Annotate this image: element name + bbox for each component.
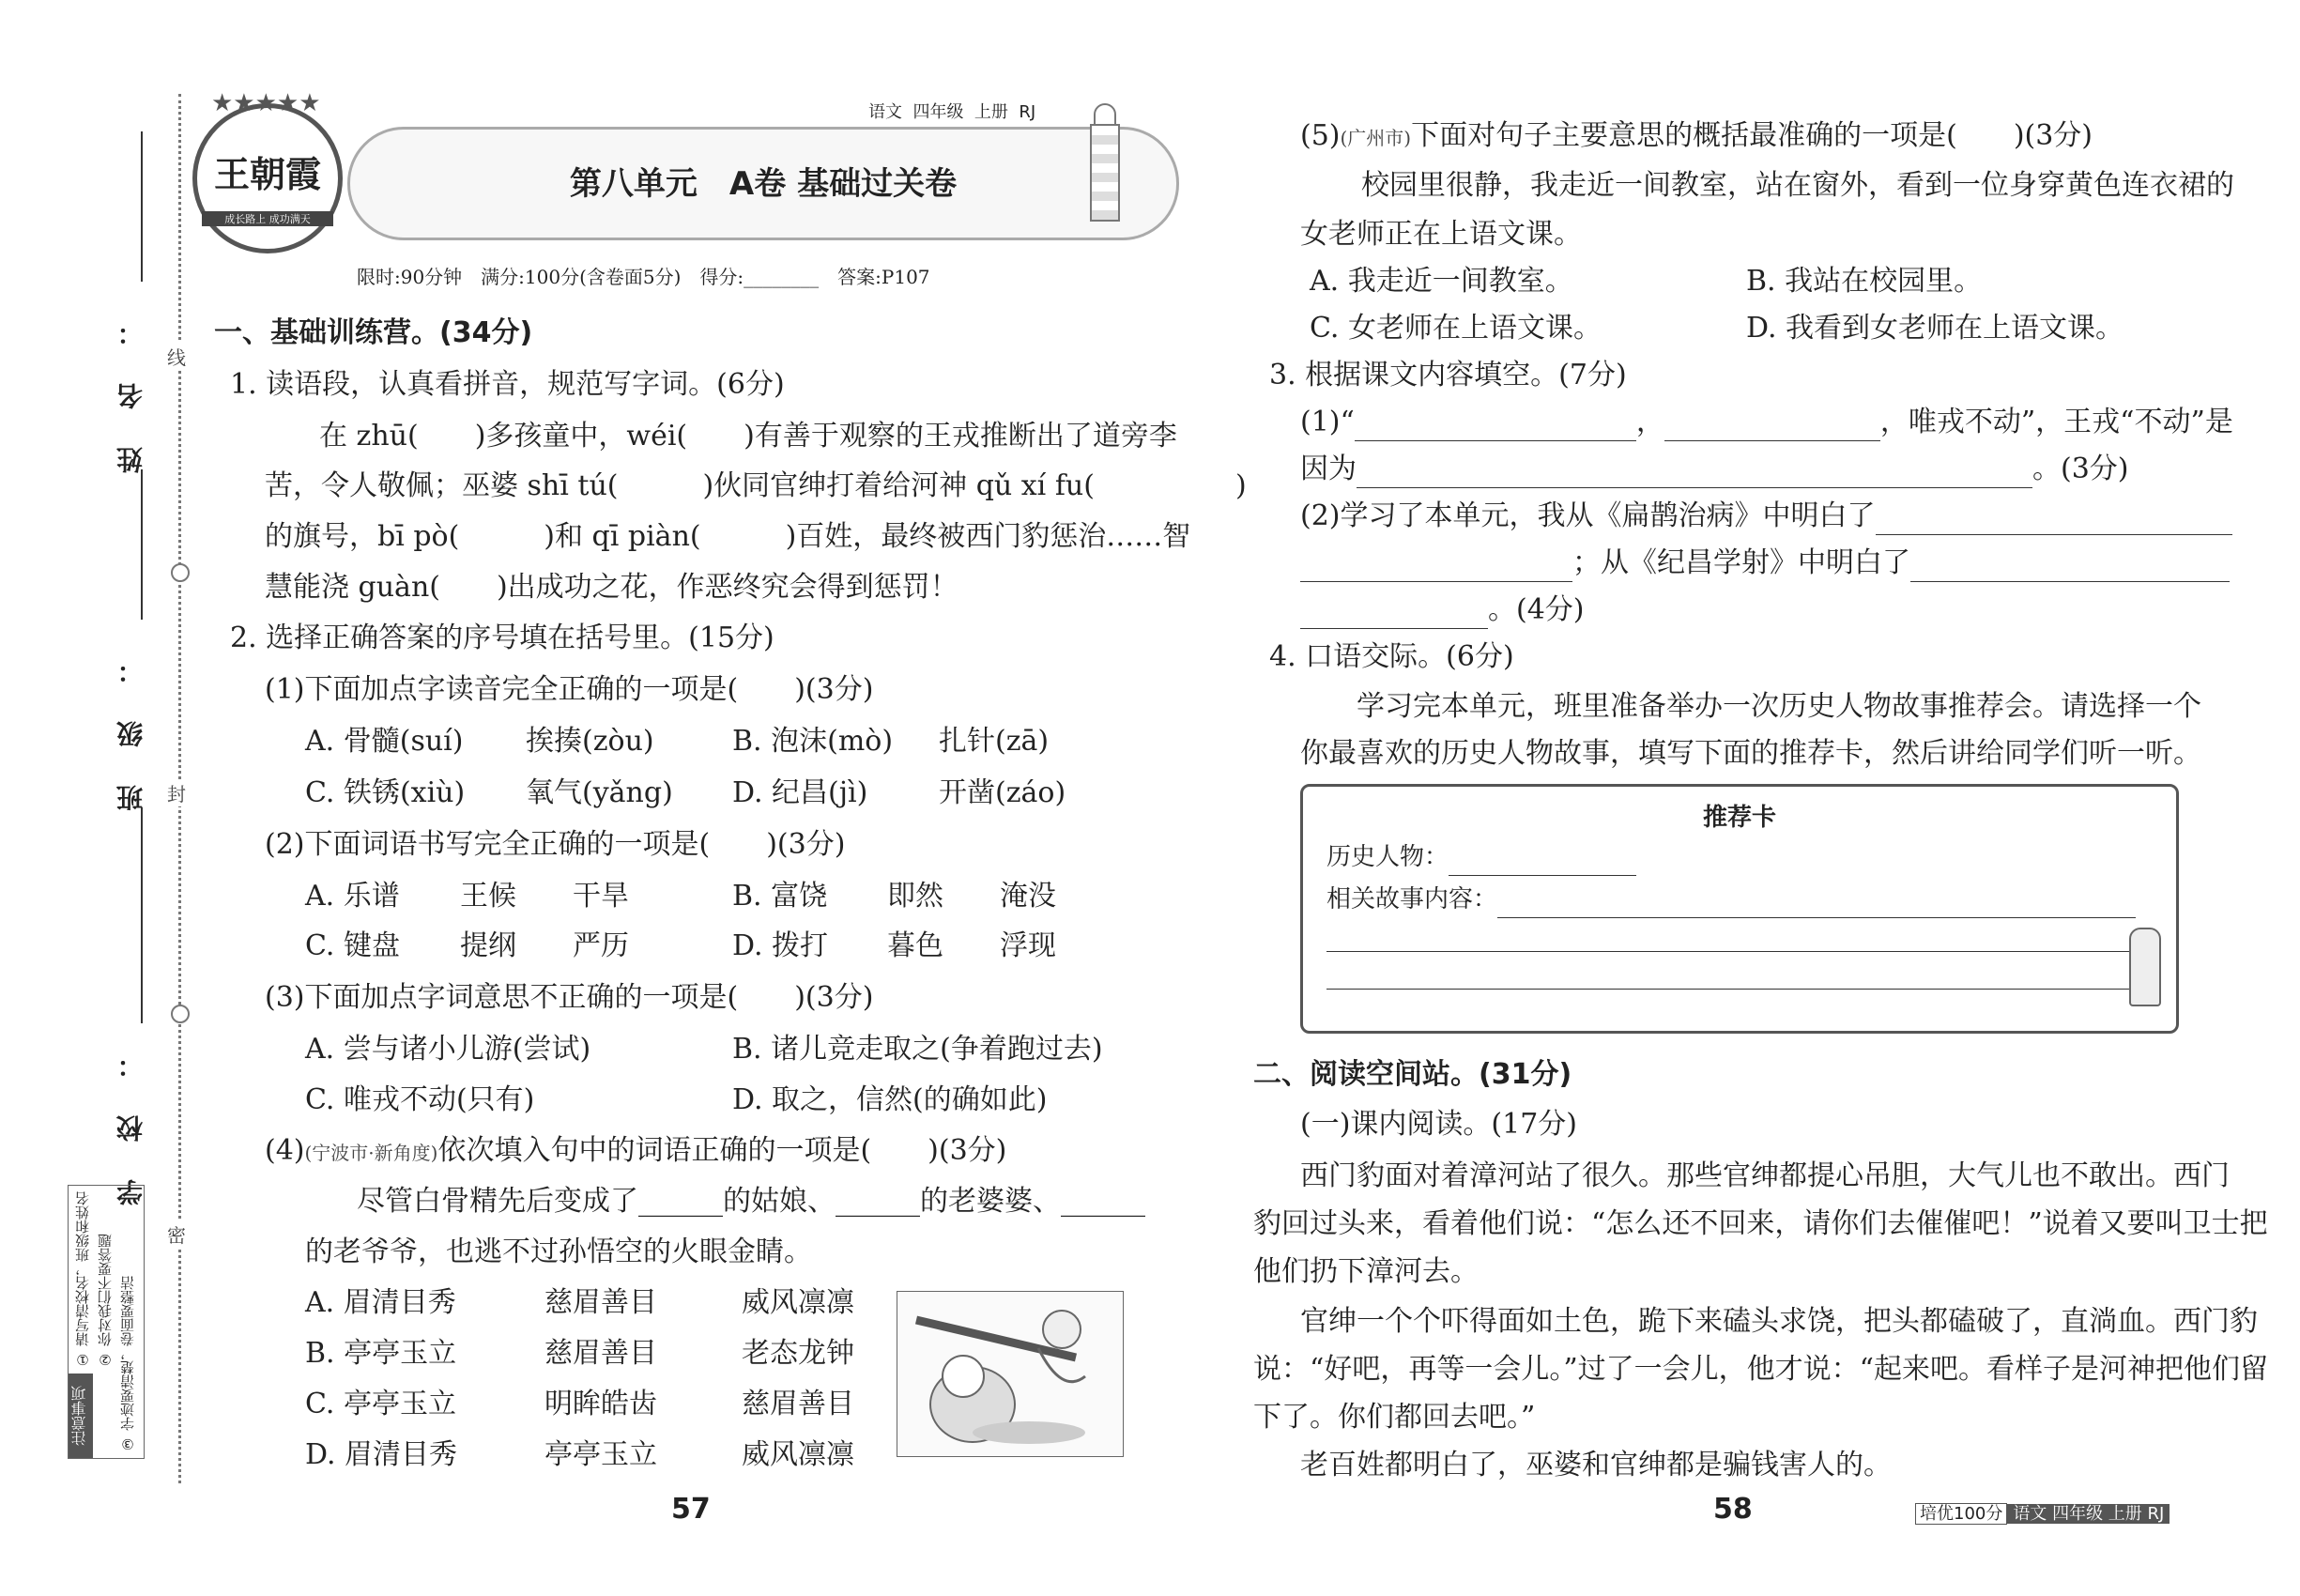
passage-p1-line-2: 豹回过头来，看着他们说：“怎么还不回来，请你们去催催吧！”说着又要叫卫士把 (1253, 1207, 2268, 1240)
q2-5-line-2: 女老师正在上语文课。 (1300, 218, 1582, 251)
pencil-mascot-icon (2129, 928, 2161, 1006)
q1-line-4: 慧能浇 guàn( )出成功之花，作恶终究会得到惩罚！ (265, 571, 958, 604)
q2-1-stem: (1)下面加点字读音完全正确的一项是( )(3分) (265, 673, 874, 706)
q2-4-a1: A. 眉清目秀 (305, 1286, 456, 1319)
q2-5-number: (5) (1300, 119, 1341, 152)
q2-5-text: 下面对句子主要意思的概括最准确的一项是( )(3分) (1411, 119, 2093, 152)
passage-p3: 老百姓都明白了，巫婆和官绅都是骗钱害人的。 (1300, 1449, 1892, 1481)
notes-line-2: ② 你对我们不要答题 (97, 1234, 114, 1368)
q2-4-stem (265, 1132, 1006, 1172)
q3-1-score: 。(3分) (2032, 453, 2129, 485)
q2-4-a2: 慈眉善目 (544, 1286, 657, 1319)
passage-p2-line-1: 官绅一个个吓得面如土色，跪下来磕头求饶，把头都磕破了，直淌血。西门豹 (1300, 1305, 2258, 1338)
notes-box (68, 1185, 145, 1459)
title-banner (347, 127, 1179, 240)
q2-2-a1: A. 乐谱 (305, 880, 400, 913)
clip-icon (171, 563, 190, 582)
q3-1-blank-3[interactable] (1357, 459, 2032, 488)
card-story-line-2[interactable] (1326, 951, 2134, 952)
class-line (141, 469, 143, 620)
notes-title: 注意事项 (69, 1373, 93, 1458)
q2-4-text: 依次填入句中的词语正确的一项是( )(3分) (437, 1134, 1007, 1167)
notes-line-1: ① 请写清校名，班级和姓名 (74, 1191, 91, 1368)
q2-3-option-b: B. 诸儿竞走取之(争着跑过去) (732, 1033, 1103, 1066)
q2-1-option-d1: D. 纪昌(jì) (732, 776, 868, 809)
q3-2-text-1: (2)学习了本单元，我从《扁鹊治病》中明白了 (1300, 499, 1876, 532)
q2-2-c1: C. 键盘 (305, 929, 400, 962)
clip-icon (171, 1005, 190, 1023)
passage-p1-line-1: 西门豹面对着漳河站了很久。那些官绅都提心吊胆，大气儿也不敢出。西门 (1300, 1159, 2230, 1192)
q2-2-b3: 淹没 (1000, 880, 1056, 913)
q1-line-1: 在 zhū( )多孩童中，wéi( )有善于观察的王戎推断出了道旁李 (319, 420, 1177, 453)
q3-1-comma: ， (1635, 406, 1664, 438)
q4-title: 4. 口语交际。(6分) (1269, 640, 1514, 673)
school-line (141, 807, 143, 1023)
card-field-person (1326, 838, 1636, 876)
q3-1-blank-1[interactable] (1355, 412, 1636, 441)
q2-title: 2. 选择正确答案的序号填在括号里。(15分) (230, 622, 774, 654)
page-number-right: 58 (1713, 1493, 1753, 1526)
q2-1-option-c1: C. 铁锈(xiù) (305, 776, 466, 809)
q3-1-line-2 (1300, 451, 2129, 488)
q2-4-c1: C. 亭亭玉立 (305, 1388, 456, 1420)
recommendation-card (1300, 784, 2179, 1034)
q3-2-blank-4[interactable] (1300, 600, 1488, 629)
name-label: 姓名： (115, 282, 146, 473)
section-2-title: 二、阅读空间站。(31分) (1253, 1058, 1572, 1091)
footer-tag: 培优100分 (1915, 1503, 2007, 1525)
q2-4-d2: 亭亭玉立 (544, 1438, 657, 1471)
card-story-line-3[interactable] (1326, 989, 2134, 990)
q2-5-option-d: D. 我看到女老师在上语文课。 (1746, 312, 2124, 345)
school-label: 学校： (115, 1014, 146, 1205)
illustration-monkey-king (897, 1291, 1124, 1457)
card-title: 推荐卡 (1702, 804, 1776, 832)
logo-text: 王朝霞 (213, 153, 321, 195)
q2-3-option-d: D. 取之，信然(的确如此) (732, 1083, 1048, 1116)
q2-2-b2: 即然 (887, 880, 943, 913)
q2-5-option-a: A. 我走近一间教室。 (1310, 265, 1573, 298)
q2-3-stem: (3)下面加点字词意思不正确的一项是( )(3分) (265, 981, 874, 1014)
q3-2-line-2 (1300, 545, 2230, 582)
q2-4-source-tag: (宁波市·新角度) (304, 1142, 438, 1164)
q3-title: 3. 根据课文内容填空。(7分) (1269, 359, 1627, 391)
q2-5-line-1: 校园里很静，我走近一间教室，站在窗外，看到一位身穿黄色连衣裙的 (1361, 169, 2234, 202)
q3-1-blank-2[interactable] (1664, 412, 1880, 441)
q2-4-d3: 威风凛凛 (742, 1438, 854, 1471)
q2-4-d1: D. 眉清目秀 (305, 1438, 458, 1471)
passage-p1-line-3: 他们扔下漳河去。 (1253, 1255, 1479, 1288)
q2-4-line-2: 的老爷爷，也逃不过孙悟空的火眼金睛。 (305, 1235, 812, 1268)
q2-3-option-a: A. 尝与诸小儿游(尝试) (305, 1033, 591, 1066)
q2-4-a3: 威风凛凛 (742, 1286, 854, 1319)
q2-2-c2: 提纲 (460, 929, 516, 962)
q3-2-score: 。(4分) (1488, 593, 1585, 626)
q2-2-b1: B. 富饶 (732, 880, 828, 913)
q3-1-line-1 (1300, 404, 2233, 441)
card-story-input[interactable] (1497, 893, 2136, 918)
q2-1-option-b1: B. 泡沫(mò) (732, 725, 894, 758)
cut-mark-seal: 封 (167, 779, 186, 806)
section-1-title: 一、基础训练营。(34分) (214, 316, 533, 349)
q2-2-d3: 浮现 (1000, 929, 1056, 962)
subject-tag: 语文 四年级 上册 RJ (868, 102, 1036, 122)
card-person-input[interactable] (1449, 851, 1636, 876)
q2-4-b1: B. 亭亭玉立 (305, 1337, 457, 1370)
q2-4-c3: 慈眉善目 (742, 1388, 854, 1420)
card-field-person-label: 历史人物： (1326, 843, 1449, 871)
q2-5-option-c: C. 女老师在上语文课。 (1310, 312, 1602, 345)
class-label: 班级： (115, 620, 146, 811)
q1-line-2: 苦，令人敬佩；巫婆 shī tú( )伙同官绅打着给河神 qǔ xí fu( ) (265, 469, 1247, 502)
q3-2-line-1 (1300, 498, 2232, 535)
q2-1-option-c2: 氧气(yǎng) (526, 776, 673, 809)
q4-line-2: 你最喜欢的历史人物故事，填写下面的推荐卡，然后讲给同学们听一听。 (1300, 737, 2201, 770)
q2-2-a2: 王候 (460, 880, 516, 913)
q3-2-blank-1[interactable] (1876, 506, 2232, 535)
q2-4-b3: 老态龙钟 (742, 1337, 854, 1370)
cut-mark-line: 线 (167, 343, 186, 370)
page-number-left: 57 (671, 1493, 711, 1526)
passage-p2-line-2: 说：“好吧，再等一会儿。”过了一会儿，他才说：“起来吧。看样子是河神把他们留 (1253, 1353, 2269, 1386)
q3-2-line-3 (1300, 591, 1585, 629)
q1-line-3: 的旗号，bī pò( )和 qī piàn( )百姓，最终被西门豹惩治……智 (265, 520, 1191, 553)
q2-2-d2: 暮色 (887, 929, 943, 962)
q2-1-option-b2: 扎针(zā) (939, 725, 1050, 758)
logo-badge (192, 103, 343, 253)
q4-line-1: 学习完本单元，班里准备举办一次历史人物故事推荐会。请选择一个 (1357, 690, 2201, 723)
q2-4-line-1: 尽管白骨精先后变成了______的姑娘、______的老婆婆、______ (357, 1185, 1145, 1218)
q2-3-option-c: C. 唯戎不动(只有) (305, 1083, 535, 1116)
q3-2-blank-2[interactable] (1300, 553, 1572, 582)
q2-2-c3: 严历 (573, 929, 629, 962)
footer-info: 语文 四年级 上册 RJ (2007, 1504, 2170, 1524)
left-margin (0, 0, 188, 1596)
q3-1-open: (1)“ (1300, 406, 1355, 438)
illustration-drawing (897, 1292, 1123, 1456)
cut-mark-secret: 密 (167, 1220, 186, 1248)
q3-2-text-2: ；从《纪昌学射》中明白了 (1572, 546, 1910, 579)
lighthouse-icon (1084, 103, 1122, 225)
q2-2-a3: 干旱 (573, 880, 629, 913)
card-field-story-label: 相关故事内容： (1326, 885, 1498, 913)
q3-2-blank-3[interactable] (1910, 553, 2230, 582)
q2-1-option-a1: A. 骨髓(suí) (305, 725, 464, 758)
q3-1-tail: ，唯戎不动”，王戎“不动”是 (1879, 406, 2233, 438)
q2-4-number: (4) (265, 1134, 305, 1167)
exam-info: 限时:90分钟 满分:100分(含卷面5分) 得分:________ 答案:P107 (357, 266, 930, 288)
q2-1-option-d2: 开凿(záo) (939, 776, 1066, 809)
q2-4-c2: 明眸皓齿 (544, 1388, 657, 1420)
q2-4-b2: 慈眉善目 (544, 1337, 657, 1370)
page-title: 第八单元 A卷 基础过关卷 (569, 165, 958, 203)
q3-1-because: 因为 (1300, 453, 1357, 485)
footer-badge (1915, 1500, 2170, 1525)
q2-5-source-tag: (广州市) (1340, 127, 1412, 149)
q2-5-stem (1300, 117, 2093, 157)
q2-2-stem: (2)下面词语书写完全正确的一项是( )(3分) (265, 828, 846, 861)
notes-line-3: ③ 字迹要清楚，卷面要整洁 (119, 1276, 136, 1452)
section-2-1-title: (一)课内阅读。(17分) (1300, 1108, 1577, 1141)
name-line (141, 131, 143, 282)
logo-sub: 成长路上 成功满天 (202, 211, 333, 226)
q1-title: 1. 读语段，认真看拼音，规范写字词。(6分) (230, 368, 785, 401)
star-icon: ★★★★★ (211, 89, 321, 117)
q2-1-option-a2: 挨揍(zòu) (526, 725, 654, 758)
card-field-story (1326, 881, 2136, 918)
passage-p2-line-3: 下了。你们都回去吧。” (1253, 1401, 1536, 1434)
q2-2-d1: D. 拨打 (732, 929, 829, 962)
q2-5-option-b: B. 我站在校园里。 (1746, 265, 1983, 298)
